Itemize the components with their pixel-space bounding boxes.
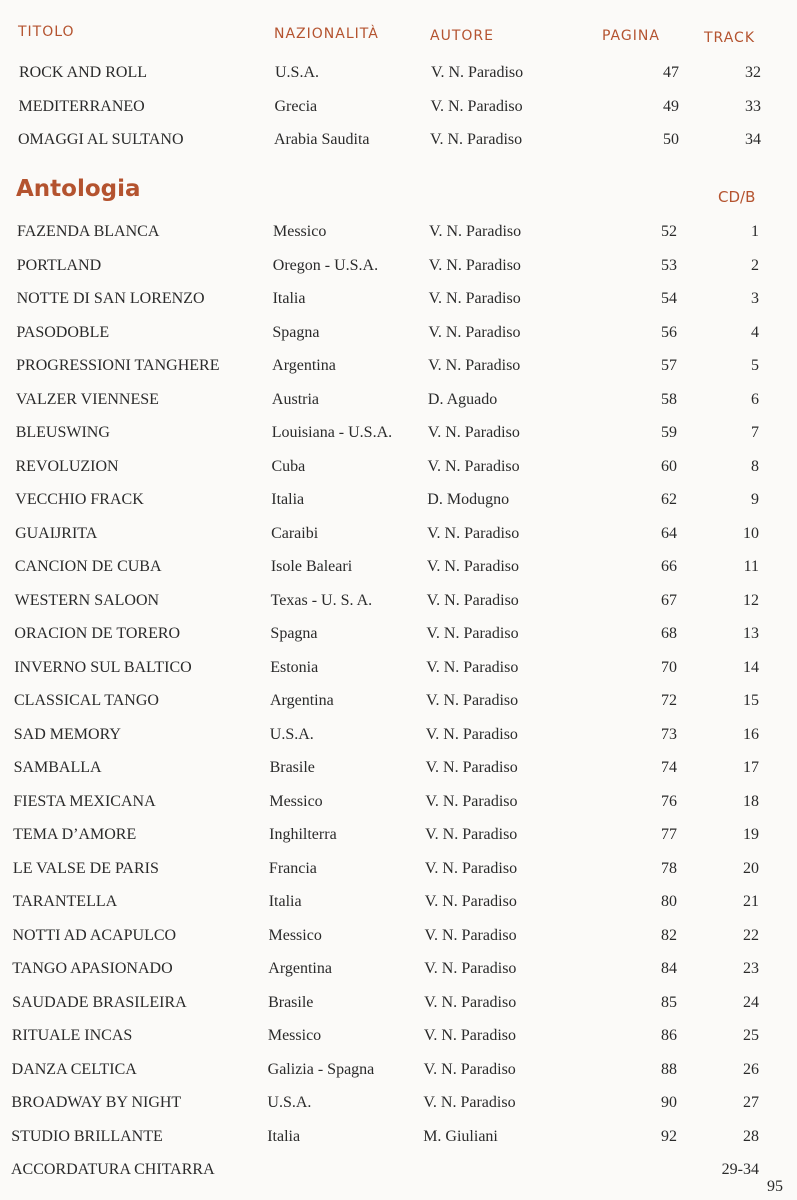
nationality-cell: Italia bbox=[268, 893, 302, 910]
page-cell: 74 bbox=[661, 759, 677, 776]
title-cell: PORTLAND bbox=[16, 256, 102, 274]
nationality-cell: Spagna bbox=[272, 323, 320, 341]
title-cell: ROCK AND ROLL bbox=[19, 64, 148, 81]
title-cell: TANGO APASIONADO bbox=[12, 960, 173, 977]
page-cell: 82 bbox=[661, 926, 677, 944]
author-cell: V. N. Paradiso bbox=[426, 591, 519, 609]
track-cell: 1 bbox=[751, 223, 759, 240]
table-row bbox=[0, 351, 797, 381]
nationality-cell: Estonia bbox=[270, 658, 319, 676]
header-titolo: TITOLO bbox=[18, 24, 75, 40]
track-cell: 6 bbox=[751, 390, 759, 408]
table-row bbox=[0, 1122, 797, 1152]
author-cell: V. N. Paradiso bbox=[428, 357, 521, 374]
nationality-cell: Messico bbox=[273, 223, 327, 240]
track-cell: 34 bbox=[745, 131, 761, 148]
page-cell: 70 bbox=[661, 658, 677, 676]
track-cell: 25 bbox=[743, 1027, 759, 1044]
nationality-cell: Argentina bbox=[272, 357, 336, 374]
title-cell: REVOLUZION bbox=[15, 457, 119, 475]
author-cell: V. N. Paradiso bbox=[424, 926, 517, 944]
title-cell: FIESTA MEXICANA bbox=[13, 792, 156, 810]
author-cell: V. N. Paradiso bbox=[424, 893, 517, 910]
page-cell: 72 bbox=[661, 692, 677, 709]
title-cell: WESTERN SALOON bbox=[14, 591, 160, 609]
nationality-cell: U.S.A. bbox=[267, 1094, 312, 1111]
author-cell: V. N. Paradiso bbox=[423, 1094, 516, 1111]
author-cell: V. N. Paradiso bbox=[430, 131, 523, 148]
author-cell: V. N. Paradiso bbox=[423, 1060, 516, 1078]
author-cell: V. N. Paradiso bbox=[425, 725, 518, 743]
track-cell: 11 bbox=[743, 558, 759, 575]
nationality-cell: Francia bbox=[268, 859, 317, 877]
page-cell: 66 bbox=[661, 558, 677, 575]
page-cell: 90 bbox=[661, 1094, 677, 1111]
author-cell: V. N. Paradiso bbox=[430, 97, 523, 115]
table-row bbox=[0, 318, 797, 348]
table-row bbox=[0, 586, 797, 616]
nationality-cell: Messico bbox=[267, 1027, 322, 1044]
track-cell: 12 bbox=[743, 591, 759, 609]
page-cell: 78 bbox=[661, 859, 677, 877]
track-cell: 23 bbox=[743, 960, 759, 977]
table-row bbox=[0, 251, 797, 281]
nationality-cell: Italia bbox=[271, 491, 305, 508]
nationality-cell: Oregon - U.S.A. bbox=[272, 256, 379, 274]
track-cell: 7 bbox=[751, 424, 759, 441]
track-cell: 10 bbox=[743, 524, 759, 542]
nationality-cell: Messico bbox=[268, 926, 322, 944]
table-row bbox=[0, 125, 797, 155]
author-cell: V. N. Paradiso bbox=[426, 692, 519, 709]
page-cell: 58 bbox=[661, 390, 677, 408]
table-row bbox=[0, 686, 797, 716]
author-cell: V. N. Paradiso bbox=[428, 323, 521, 341]
author-cell: V. N. Paradiso bbox=[423, 1027, 516, 1044]
title-cell: TEMA D’AMORE bbox=[13, 826, 137, 843]
table-row bbox=[0, 921, 797, 951]
table-row bbox=[0, 820, 797, 850]
table-row bbox=[0, 988, 797, 1018]
table-row bbox=[0, 58, 797, 88]
nationality-cell: Austria bbox=[271, 390, 320, 408]
header-autore: AUTORE bbox=[430, 28, 494, 44]
header-pagina: PAGINA bbox=[602, 28, 660, 44]
table-row bbox=[0, 92, 797, 122]
title-cell: STUDIO BRILLANTE bbox=[11, 1127, 163, 1145]
table-row bbox=[0, 418, 797, 448]
page-cell: 80 bbox=[661, 893, 677, 910]
author-cell: V. N. Paradiso bbox=[425, 759, 518, 776]
nationality-cell: Caraibi bbox=[271, 524, 319, 542]
track-cell: 3 bbox=[751, 290, 759, 307]
author-cell: V. N. Paradiso bbox=[426, 625, 519, 642]
section-title: Antologia bbox=[16, 176, 141, 202]
title-cell: NOTTE DI SAN LORENZO bbox=[16, 290, 205, 307]
track-cell: 29-34 bbox=[721, 1161, 759, 1178]
track-cell: 14 bbox=[743, 658, 759, 676]
page-number: 95 bbox=[767, 1178, 783, 1195]
author-cell: M. Giuliani bbox=[423, 1127, 498, 1145]
track-cell: 22 bbox=[743, 926, 759, 944]
track-cell: 26 bbox=[743, 1060, 759, 1078]
title-cell: SAUDADE BRASILEIRA bbox=[12, 993, 187, 1011]
title-cell: CLASSICAL TANGO bbox=[14, 692, 159, 709]
author-cell: V. N. Paradiso bbox=[428, 256, 521, 274]
track-cell: 28 bbox=[743, 1127, 759, 1145]
title-cell: GUAIJRITA bbox=[15, 524, 98, 542]
nationality-cell: Inghilterra bbox=[269, 826, 337, 843]
title-cell: PASODOBLE bbox=[16, 323, 110, 341]
title-cell: TARANTELLA bbox=[12, 893, 118, 910]
nationality-cell: Cuba bbox=[271, 457, 306, 475]
title-cell: VALZER VIENNESE bbox=[15, 390, 159, 408]
author-cell: V. N. Paradiso bbox=[424, 859, 518, 877]
title-cell: NOTTI AD ACAPULCO bbox=[12, 926, 177, 944]
table-row bbox=[0, 385, 797, 415]
title-cell: BROADWAY BY NIGHT bbox=[11, 1094, 182, 1111]
author-cell: D. Aguado bbox=[427, 390, 498, 408]
table-row bbox=[0, 854, 797, 884]
nationality-cell: Argentina bbox=[270, 692, 334, 709]
title-cell: VECCHIO FRACK bbox=[15, 491, 144, 508]
page-cell: 86 bbox=[661, 1027, 677, 1044]
page-cell: 52 bbox=[661, 223, 677, 240]
author-cell: V. N. Paradiso bbox=[426, 558, 519, 575]
table-row bbox=[0, 787, 797, 817]
page-cell: 56 bbox=[661, 323, 677, 341]
title-cell: INVERNO SUL BALTICO bbox=[14, 658, 192, 676]
nationality-cell: Brasile bbox=[269, 759, 315, 776]
page-cell: 53 bbox=[661, 256, 677, 274]
title-cell: DANZA CELTICA bbox=[11, 1060, 137, 1078]
nationality-cell: Messico bbox=[269, 792, 323, 810]
title-cell: OMAGGI AL SULTANO bbox=[18, 131, 184, 148]
table-row bbox=[0, 552, 797, 582]
track-cell: 27 bbox=[743, 1094, 759, 1111]
nationality-cell: Louisiana - U.S.A. bbox=[271, 424, 393, 441]
author-cell: V. N. Paradiso bbox=[425, 792, 518, 810]
table-row bbox=[0, 519, 797, 549]
title-cell: LE VALSE DE PARIS bbox=[12, 859, 159, 877]
nationality-cell: Brasile bbox=[268, 993, 314, 1011]
table-row bbox=[0, 887, 797, 917]
nationality-cell: Italia bbox=[267, 1127, 301, 1145]
table-row bbox=[0, 653, 797, 683]
page-cell: 57 bbox=[661, 357, 677, 374]
table-row bbox=[0, 1088, 797, 1118]
track-cell: 21 bbox=[743, 893, 759, 910]
table-row bbox=[0, 1055, 797, 1085]
table-row bbox=[0, 1021, 797, 1051]
track-cell: 24 bbox=[743, 993, 759, 1011]
page-cell: 64 bbox=[661, 524, 677, 542]
track-cell: 8 bbox=[751, 457, 759, 475]
page-cell: 84 bbox=[661, 960, 677, 977]
page-cell: 59 bbox=[661, 424, 677, 441]
nationality-cell: Arabia Saudita bbox=[274, 131, 370, 148]
table-row bbox=[0, 954, 797, 984]
track-cell: 19 bbox=[743, 826, 759, 843]
title-cell: RITUALE INCAS bbox=[11, 1027, 133, 1044]
header-nazionalita: NAZIONALITÀ bbox=[274, 26, 379, 42]
nationality-cell: Isole Baleari bbox=[270, 558, 353, 575]
track-cell: 5 bbox=[751, 357, 759, 374]
table-row bbox=[0, 452, 797, 482]
author-cell: V. N. Paradiso bbox=[429, 223, 522, 240]
section-column-label: CD/B bbox=[718, 188, 756, 206]
author-cell: V. N. Paradiso bbox=[431, 64, 524, 81]
table-row bbox=[0, 485, 797, 515]
table-row bbox=[0, 753, 797, 783]
header-track: TRACK bbox=[704, 30, 755, 46]
track-cell: 32 bbox=[745, 64, 761, 81]
track-cell: 33 bbox=[745, 97, 761, 115]
track-cell: 20 bbox=[743, 859, 759, 877]
page-cell: 49 bbox=[663, 97, 679, 115]
page-cell: 88 bbox=[661, 1060, 677, 1078]
author-cell: V. N. Paradiso bbox=[427, 457, 520, 475]
nationality-cell: Spagna bbox=[270, 625, 318, 642]
table-row bbox=[0, 619, 797, 649]
page-cell: 62 bbox=[661, 491, 677, 508]
nationality-cell: Italia bbox=[272, 290, 306, 307]
nationality-cell: Argentina bbox=[268, 960, 332, 977]
table-row bbox=[0, 217, 797, 247]
author-cell: V. N. Paradiso bbox=[425, 826, 518, 843]
table-row bbox=[0, 1155, 797, 1185]
track-cell: 15 bbox=[743, 692, 759, 709]
track-cell: 13 bbox=[743, 625, 759, 642]
page-cell: 85 bbox=[661, 993, 677, 1011]
author-cell: V. N. Paradiso bbox=[424, 960, 517, 977]
page-cell: 76 bbox=[661, 792, 677, 810]
author-cell: V. N. Paradiso bbox=[426, 658, 519, 676]
title-cell: PROGRESSIONI TANGHERE bbox=[16, 357, 220, 374]
page-cell: 77 bbox=[661, 826, 677, 843]
page-cell: 60 bbox=[661, 457, 677, 475]
title-cell: BLEUSWING bbox=[15, 424, 110, 441]
nationality-cell: Texas - U. S. A. bbox=[270, 591, 373, 609]
page-cell: 92 bbox=[661, 1127, 677, 1145]
page-cell: 73 bbox=[661, 725, 677, 743]
nationality-cell: Galizia - Spagna bbox=[267, 1060, 375, 1078]
track-cell: 9 bbox=[751, 491, 759, 508]
author-cell: V. N. Paradiso bbox=[427, 524, 520, 542]
title-cell: SAMBALLA bbox=[13, 759, 102, 776]
title-cell: FAZENDA BLANCA bbox=[17, 223, 160, 240]
nationality-cell: U.S.A. bbox=[269, 725, 314, 743]
page-cell: 50 bbox=[663, 131, 679, 148]
author-cell: D. Modugno bbox=[427, 491, 510, 508]
nationality-cell: Grecia bbox=[274, 97, 318, 115]
page-cell: 54 bbox=[661, 290, 677, 307]
track-cell: 17 bbox=[743, 759, 759, 776]
track-cell: 18 bbox=[743, 792, 759, 810]
table-row bbox=[0, 720, 797, 750]
title-cell: CANCION DE CUBA bbox=[14, 558, 162, 575]
title-cell: ACCORDATURA CHITARRA bbox=[11, 1161, 215, 1178]
track-cell: 16 bbox=[743, 725, 759, 743]
author-cell: V. N. Paradiso bbox=[428, 290, 521, 307]
title-cell: MEDITERRANEO bbox=[18, 97, 145, 115]
page-cell: 67 bbox=[661, 591, 677, 609]
page-cell: 68 bbox=[661, 625, 677, 642]
nationality-cell: U.S.A. bbox=[275, 64, 320, 81]
page-cell: 47 bbox=[663, 64, 679, 81]
title-cell: ORACION DE TORERO bbox=[14, 625, 181, 642]
author-cell: V. N. Paradiso bbox=[427, 424, 520, 441]
title-cell: SAD MEMORY bbox=[13, 725, 121, 743]
track-cell: 4 bbox=[751, 323, 759, 341]
table-row bbox=[0, 284, 797, 314]
track-cell: 2 bbox=[751, 256, 759, 274]
author-cell: V. N. Paradiso bbox=[424, 993, 517, 1011]
